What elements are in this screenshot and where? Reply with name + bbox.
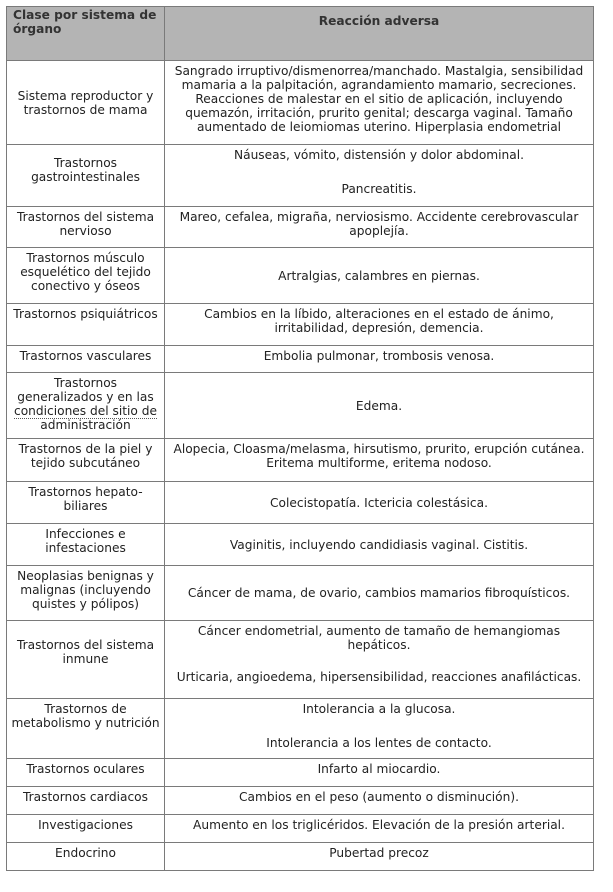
adverse-reaction-text: Urticaria, angioedema, hipersensibilidad, reacciones anafilácticas. [176, 670, 582, 684]
table-row [7, 699, 594, 759]
adverse-reaction-cell: Cambios en la líbido, alteraciones en el estado de ánimo, irritabilidad, depresión, demencia. [165, 304, 594, 346]
organ-class-text: generalizados y en las [17, 390, 154, 404]
adverse-reaction-cell: Cáncer de mama, de ovario, cambios mamarios fibroquísticos. [165, 566, 594, 621]
table-row [7, 207, 594, 248]
adverse-reaction-cell: Colecistopatía. Ictericia colestásica. [165, 482, 594, 524]
adverse-reaction-cell: Pubertad precoz [165, 843, 594, 871]
adverse-reaction-cell: Vaginitis, incluyendo candidiasis vaginal. Cistitis. [165, 524, 594, 566]
organ-class-cell [7, 373, 165, 439]
adverse-reaction-cell [165, 621, 594, 699]
abbreviation-underline-text: condiciones del sitio de [14, 404, 157, 418]
adverse-reaction-cell: Artralgias, calambres en piernas. [165, 248, 594, 304]
organ-class-cell: Trastornos psiquiátricos [7, 304, 165, 346]
table-row [7, 373, 594, 439]
column-header-organ-class: Clase por sistema de órgano [7, 7, 165, 61]
adverse-reaction-cell [165, 699, 594, 759]
organ-class-cell: Trastornos de metabolismo y nutrición [7, 699, 165, 759]
table-row [7, 621, 594, 699]
adverse-reaction-cell: Aumento en los triglicéridos. Elevación de la presión arterial. [165, 815, 594, 843]
adverse-reaction-text: Cáncer endometrial, aumento de tamaño de hemangiomas hepáticos. [197, 624, 561, 652]
table-row [7, 787, 594, 815]
table-row [7, 843, 594, 871]
organ-class-cell: Trastornos de la piel y tejido subcutáneo [7, 439, 165, 482]
organ-class-cell: Sistema reproductor y trastornos de mama [7, 61, 165, 145]
table-row [7, 439, 594, 482]
organ-class-cell: Trastornos músculo esquelético del tejido conectivo y óseos [7, 248, 165, 304]
adverse-reaction-cell: Embolia pulmonar, trombosis venosa. [165, 346, 594, 373]
table-header-row [7, 7, 594, 61]
organ-class-cell: Trastornos hepato-biliares [7, 482, 165, 524]
adverse-reaction-cell: Infarto al miocardio. [165, 759, 594, 787]
organ-class-cell [7, 145, 165, 207]
adverse-reactions-table [6, 6, 594, 871]
adverse-reaction-cell: Edema. [165, 373, 594, 439]
organ-class-cell: Neoplasias benignas y malignas (incluyendo quistes y pólipos) [7, 566, 165, 621]
organ-class-cell: Trastornos vasculares [7, 346, 165, 373]
adverse-reaction-text: Pancreatitis. [341, 182, 417, 196]
adverse-reaction-cell: Mareo, cefalea, migraña, nerviosismo. Accidente cerebrovascular apoplejía. [165, 207, 594, 248]
table-row [7, 346, 594, 373]
table-row [7, 304, 594, 346]
organ-class-cell: Trastornos cardiacos [7, 787, 165, 815]
organ-class-text: Trastornos [53, 376, 118, 390]
table-row [7, 145, 594, 207]
adverse-reaction-text: Náuseas, vómito, distensión y dolor abdominal. [233, 148, 524, 162]
table-row [7, 248, 594, 304]
table-row [7, 759, 594, 787]
organ-class-cell: Endocrino [7, 843, 165, 871]
organ-class-cell: Investigaciones [7, 815, 165, 843]
column-header-adverse-reaction: Reacción adversa [165, 7, 594, 61]
adverse-reaction-cell: Sangrado irruptivo/dismenorrea/manchado. Mastalgia, sensibilidad mamaria a la palpitación, agrandamiento mamario, secreciones. Reacciones de malestar en el sitio de aplicación, incluyendo quemazón, irritación, prurito genital; descarga vaginal. Tamaño aumentado de leiomiomas uterino. Hiperplasia endometrial [165, 61, 594, 145]
organ-class-text: administración [40, 418, 131, 432]
table-row [7, 61, 594, 145]
organ-class-cell: Infecciones e infestaciones [7, 524, 165, 566]
organ-class-cell: Trastornos oculares [7, 759, 165, 787]
table-row [7, 815, 594, 843]
organ-class-text: Trastornos gastrointestinales [31, 156, 140, 184]
table-row [7, 524, 594, 566]
adverse-reaction-cell: Alopecia, Cloasma/melasma, hirsutismo, prurito, erupción cutánea. Eritema multiforme, eritema nodoso. [165, 439, 594, 482]
adverse-reaction-cell: Cambios en el peso (aumento o disminución). [165, 787, 594, 815]
organ-class-cell [7, 621, 165, 699]
table-row [7, 482, 594, 524]
table-row [7, 566, 594, 621]
adverse-reaction-text: Intolerancia a los lentes de contacto. [266, 736, 492, 750]
adverse-reaction-cell [165, 145, 594, 207]
adverse-reaction-text: Intolerancia a la glucosa. [302, 702, 456, 716]
organ-class-cell: Trastornos del sistema nervioso [7, 207, 165, 248]
organ-class-text: Trastornos del sistema inmune [16, 638, 155, 666]
